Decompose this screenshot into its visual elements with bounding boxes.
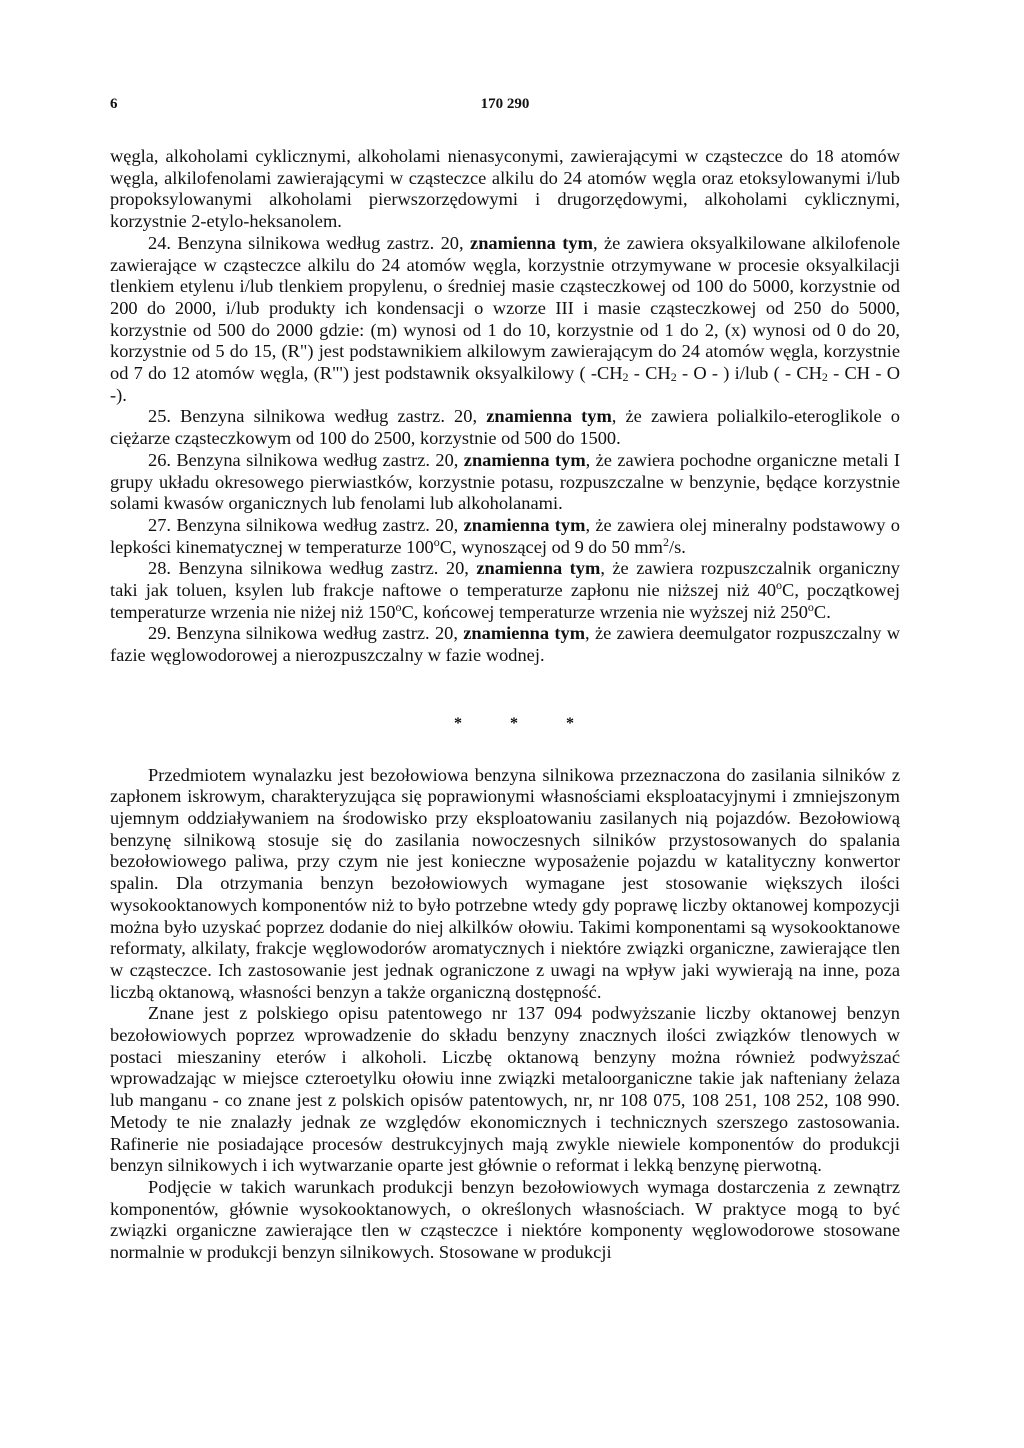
claim-28: 28. Benzyna silnikowa według zastrz. 20, znamienna tym, że zawiera rozpuszczalnik organiczny taki jak toluen, ksylen lub frakcje naftowe o temperaturze zapłonu nie niższej niż 40$^o$C, początkowej temperaturze wrzenia nie niżej niż 150$^o$C, końcowej temperaturze wrzenia nie wyższej niż 250$^o$C. [110,558,900,622]
claim-25-intro: 25. Benzyna silnikowa według zastrz. 20, [148,406,478,427]
claim-27-keyword: znamienna tym [463,514,586,535]
claim-28-intro: 28. Benzyna silnikowa według zastrz. 20, [148,558,469,579]
claim-25: 25. Benzyna silnikowa według zastrz. 20, znamienna tym, że zawiera polialkilo-eteroglikole o ciężarze cząsteczkowym od 100 do 2500, korzystnie od 500 do 1500. [110,406,900,449]
claim-26-keyword: znamienna tym [463,449,586,470]
claim-29-intro: 29. Benzyna silnikowa według zastrz. 20, [148,623,458,644]
claim-26-intro: 26. Benzyna silnikowa według zastrz. 20, [148,449,459,470]
page-number: 6 [110,96,118,112]
section-separator: * * * [454,714,596,732]
page-header [110,96,900,120]
claim-27-intro: 27. Benzyna silnikowa według zastrz. 20, [148,514,459,535]
document-number: 170 290 [480,96,530,112]
claim-29-keyword: znamienna tym [463,623,586,644]
description-paragraph-1: Przedmiotem wynalazku jest bezołowiowa benzyna silnikowa przeznaczona do zasilania silników z zapłonem iskrowym, charakteryzująca się poprawionymi własnościami eksploatacyjnymi i zmniejszonym ujemnym oddziaływaniem na środowisko przy eksploatowaniu zasilanych nią pojazdów. Bezołowiową benzynę silnikową stosuje się do zasilania nowoczesnych silników przystosowanych do spalania bezołowiowego paliwa, przy czym nie jest konieczne wyposażenie pojazdu w katalityczny konwertor spalin. Dla otrzymania benzyn bezołowiowych wymagane jest stosowanie większych ilości wysokooktanowych komponentów niż to było potrzebne wtedy gdy poprawę liczby oktanowej kompozycji można było uzyskać poprzez dodanie do niej alkilków ołowiu. Takimi komponentami są wysokooktanowe reformaty, alkilaty, frakcje węglowodorów aromatycznych i niektóre związki organiczne, zawierające tlen w cząsteczce. Ich zastosowanie jest jednak ograniczone z uwagi na wpływ jaki wywierają na inne, poza liczbą oktanową, własności benzyn a także organiczną dostępność. [110,764,900,1002]
claim-28-keyword: znamienna tym [476,558,601,579]
description-paragraph-2: Znane jest z polskiego opisu patentowego nr 137 094 podwyższanie liczby oktanowej benzyn bezołowiowych poprzez wprowadzenie do składu benzyny znacznych ilości związków tlenowych w postaci mieszaniny eterów i alkoholi. Liczbę oktanową benzyny można również podwyższać wprowadzając w miejsce czteroetylku ołowiu inne związki metaloorganiczne takie jak nafteniany żelaza lub manganu - co znane jest z polskich opisów patentowych, nr, nr 108 075, 108 251, 108 252, 108 990. Metody te nie znalazły jednak ze względów ekonomicznych i technicznych szerszego zastosowania. Rafinerie nie posiadające procesów destrukcyjnych mają zwykle niewiele komponentów do produkcji benzyn silnikowych i ich wytwarzanie oparte jest głównie o reformat i lekką benzynę pierwotną. [110,1003,900,1176]
description-paragraph-3: Podjęcie w takich warunkach produkcji benzyn bezołowiowych wymaga dostarczenia z zewnątrz komponentów, głównie wysokooktanowych, o określonych własnościach. W praktyce mogą to być związki organiczne zawierające tlen w cząsteczce i niektóre komponenty węglowodorowe stosowane normalnie w produkcji benzyn silnikowych. Stosowane w produkcji [110,1176,900,1263]
claim-26: 26. Benzyna silnikowa według zastrz. 20, znamienna tym, że zawiera pochodne organiczne metali I grupy układu okresowego pierwiastków, korzystnie potasu, rozpuszczalne w benzynie, będące korzystnie solami kwasów organicznych lub fenolami lub alkoholanami. [110,449,900,514]
claim-continuation: węgla, alkoholami cyklicznymi, alkoholami nienasyconymi, zawierającymi w cząsteczce do 18 atomów węgla, alkilofenolami zawierającymi w cząsteczce alkilu do 24 atomów węgla oraz etoksylowanymi i/lub propoksylowanymi alkoholami pierwszorzędowymi i drugorzędowymi, alkoholami cyklicznymi, korzystnie 2-etylo-heksanolem. [110,146,900,232]
page-body [110,146,900,1264]
claim-27: 27. Benzyna silnikowa według zastrz. 20, znamienna tym, że zawiera olej mineralny podstawowy o lepkości kinematycznej w temperaturze 100$^o$C, wynoszącej od 9 do 50 $mm^2/s$. [110,514,900,557]
claim-29: 29. Benzyna silnikowa według zastrz. 20, znamienna tym, że zawiera deemulgator rozpuszczalny w fazie węglowodorowej a nierozpuszczalny w fazie wodnej. [110,623,901,666]
claim-24: 24. Benzyna silnikowa według zastrz. 20, znamienna tym, że zawiera oksyalkilowane alkilofenole zawierające w cząsteczce alkilu do 24 atomów węgla, korzystnie otrzymywane w procesie oksyalkilacji tlenkiem etylenu i/lub tlenkiem propylenu, o średniej masie cząsteczkowej od 100 do 5000, korzystnie od 200 do 2000, i/lub produkty ich kondensacji o wzorze III i masie cząsteczkowej od 250 do 5000, korzystnie od 500 do 2000 gdzie: (m) wynosi od 1 do 10, korzystnie od 1 do 2, (x) wynosi od 0 do 20, korzystnie od 5 do 15, (R") jest podstawnikiem alkilowym zawierającym do 24 atomów węgla, korzystnie od 7 do 12 atomów węgla, (R"') jest podstawnik oksyalkilowy ( $-CH_2 - CH_2$ - O - ) i/lub ( - $CH_2$ - CH - O -). [110,232,901,405]
claim-24-keyword: znamienna tym [470,232,593,253]
claim-25-keyword: znamienna tym [486,406,612,427]
claim-24-intro: 24. Benzyna silnikowa według zastrz. 20, [148,232,464,253]
